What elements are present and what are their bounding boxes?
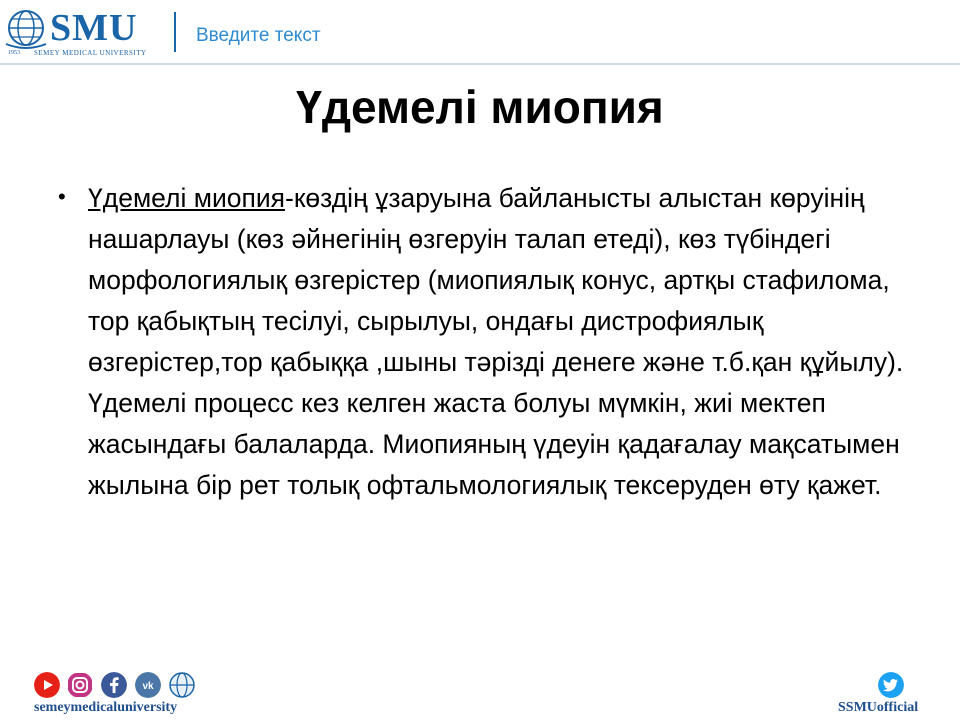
svg-text:vk: vk xyxy=(142,681,154,692)
logo-year: 1953 xyxy=(8,50,20,56)
footer-left-handle[interactable]: semeymedicaluniversity xyxy=(34,700,178,715)
logo-text: SMU xyxy=(50,7,138,49)
logo-subtitle: SEMEY MEDICAL UNIVERSITY xyxy=(34,49,147,57)
header-rule xyxy=(0,63,960,65)
header-divider xyxy=(174,12,176,52)
globe-icon xyxy=(4,8,48,52)
slide-header xyxy=(0,0,960,66)
slide-footer xyxy=(0,660,960,720)
instagram-icon[interactable] xyxy=(67,672,93,698)
bullet-paragraph xyxy=(88,178,908,506)
header-text-placeholder[interactable]: Введите текст xyxy=(196,25,321,46)
paragraph-text: -көздің ұзаруына байланысты алыстан көруінің нашарлауы (көз әйнегінің өзгеруін талап етеді), көз түбіндегі морфологиялық өзгерістер (миопиялық конус, артқы стафилома, тор қабықтың тесілуі, сырылуы, ондағы дистрофиялық өзгерістер,тор қабыққа ,шыны тәрізді денеге және т.б.қан құйылу). Үдемелі процесс кез келген жаста болуы мүмкін, жиі мектеп жасындағы балаларда. Миопияның үдеуін қадағалау мақсатымен жылына бір рет толық офтальмологиялық тексеруден өту қажет. xyxy=(88,183,904,500)
youtube-icon[interactable] xyxy=(34,672,60,698)
slide-title: Үдемелі миопия xyxy=(296,81,664,133)
twitter-icon[interactable] xyxy=(878,672,904,698)
web-icon[interactable] xyxy=(169,672,195,698)
term-highlight: Үдемелі миопия xyxy=(88,183,285,213)
vk-icon[interactable] xyxy=(135,672,161,698)
smu-logo xyxy=(4,8,164,58)
footer-right-handle[interactable]: SSMUofficial xyxy=(838,700,919,715)
bullet-icon: • xyxy=(58,184,66,209)
facebook-icon[interactable] xyxy=(101,672,127,698)
